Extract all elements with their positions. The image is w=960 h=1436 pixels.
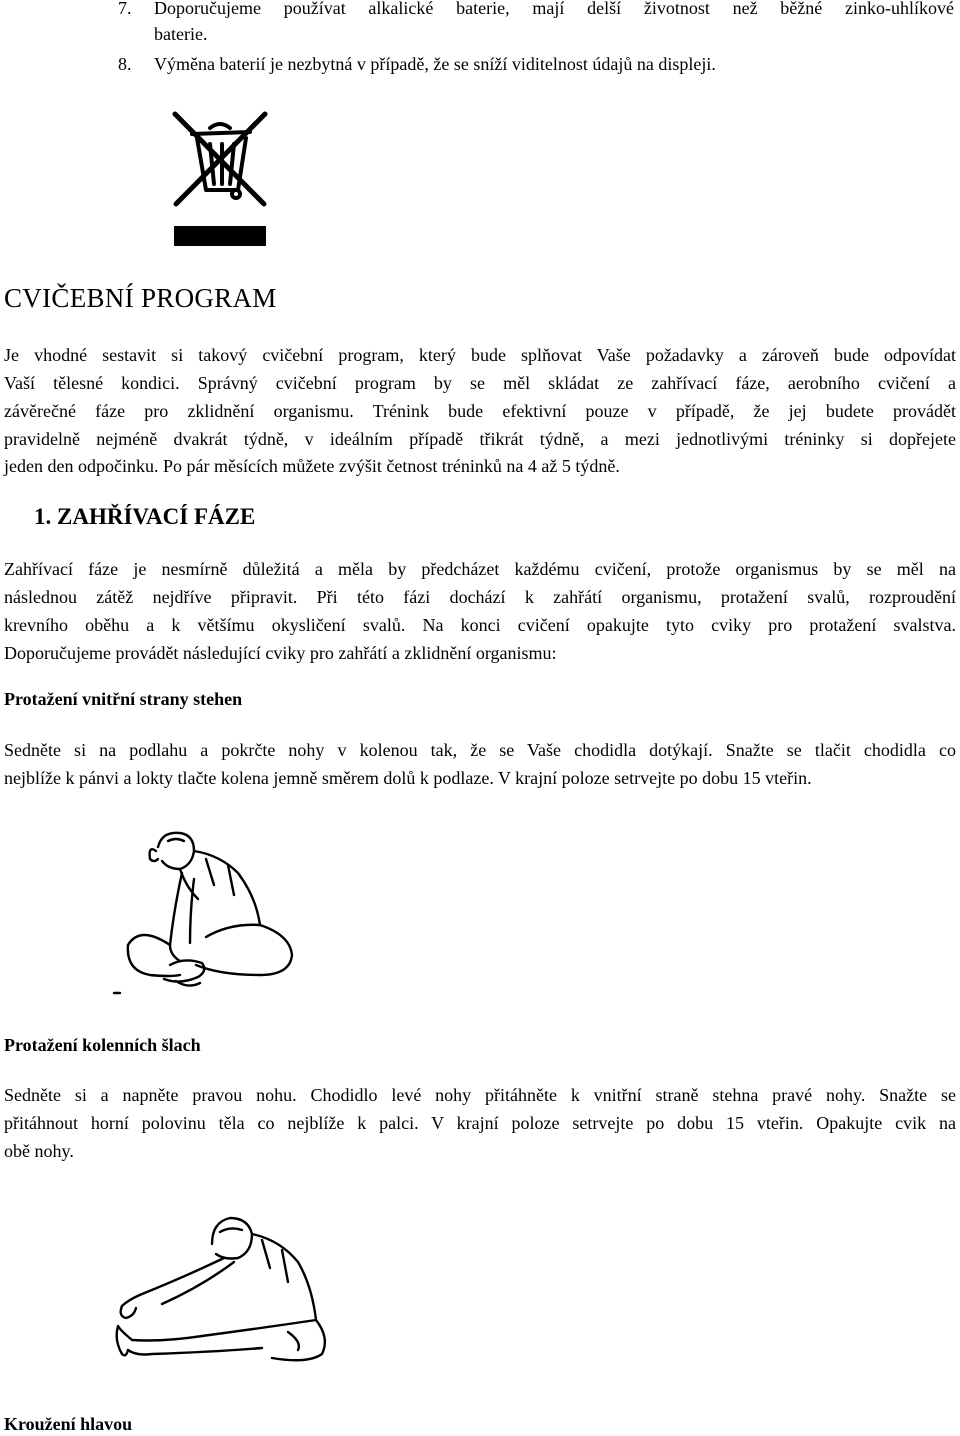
paragraph-line: pravidelně nejméně dvakrát týdně, v ideálním případě třikrát týdně, a mezi jednotlivými tréninky si dopřejete (4, 429, 956, 449)
exercise-heading: Protažení kolenních šlach (4, 1035, 201, 1055)
paragraph-line: krevního oběhu a k většímu okysličení svalů. Na konci cvičení opakujte tyto cviky pro protažení svalstva. (4, 615, 956, 635)
butterfly-stretch-illustration (110, 825, 300, 1000)
paragraph-line: následnou zátěž nejdříve připravit. Při této fázi dochází k zahřátí organismu, protažení svalů, rozproudění (4, 587, 956, 607)
paragraph-line: Zahřívací fáze je nesmírně důležitá a měla by předcházet každému cvičení, protože organismus by se měl na (4, 559, 956, 579)
paragraph-line: Sedněte si a napněte pravou nohu. Chodidlo levé nohy přitáhněte k vnitřní straně stehna pravé nohy. Snažte se (4, 1085, 956, 1105)
list-text: Výměna baterií je nezbytná v případě, že se sníží viditelnost údajů na displeji. (154, 54, 716, 74)
exercise-heading: Kroužení hlavou (4, 1414, 133, 1434)
section-heading: 1. ZAHŘÍVACÍ FÁZE (34, 504, 256, 529)
list-item (0, 0, 960, 47)
list-text-continuation: baterie. (154, 24, 208, 44)
paragraph-line: Vaší tělesné kondici. Správný cvičební program by se měl skládat ze zahřívací fáze, aerobního cvičení a (4, 373, 956, 393)
paragraph-line: obě nohy. (4, 1141, 74, 1161)
list-item (0, 51, 960, 77)
page-title: CVIČEBNÍ PROGRAM (4, 283, 277, 313)
paragraph-line: Je vhodné sestavit si takový cvičební program, který bude splňovat Vaše požadavky a zároveň bude odpovídat (4, 345, 956, 365)
list-number: 8. (118, 54, 132, 74)
list-number: 7. (118, 0, 132, 18)
hamstring-stretch-illustration (112, 1210, 337, 1370)
paragraph-line: nejblíže k pánvi a lokty tlačte kolena jemně směrem dolů k podlaze. V krajní poloze setrvejte po dobu 15 vteřin. (4, 768, 812, 788)
weee-bin-icon (170, 108, 270, 250)
exercise-heading: Protažení vnitřní strany stehen (4, 689, 243, 709)
list-text: Doporučujeme používat alkalické baterie, mají delší životnost než běžné zinko-uhlíkové (154, 0, 954, 18)
paragraph-line: jeden den odpočinku. Po pár měsících můžete zvýšit četnost tréninků na 4 až 5 týdně. (4, 456, 620, 476)
paragraph-line: přitáhnout horní polovinu těla co nejblíže k palci. V krajní poloze setrvejte po dobu 15 vteřin. Opakujte cvik na (4, 1113, 956, 1133)
paragraph-line: Doporučujeme provádět následující cviky pro zahřátí a zklidnění organismu: (4, 643, 557, 663)
paragraph-line: Sedněte si na podlahu a pokrčte nohy v kolenou tak, že se Vaše chodidla dotýkají. Snažte se tlačit chodidla co (4, 740, 956, 760)
paragraph-line: závěrečné fáze pro zklidnění organismu. Trénink bude efektivní pouze v případě, že jej budete provádět (4, 401, 956, 421)
